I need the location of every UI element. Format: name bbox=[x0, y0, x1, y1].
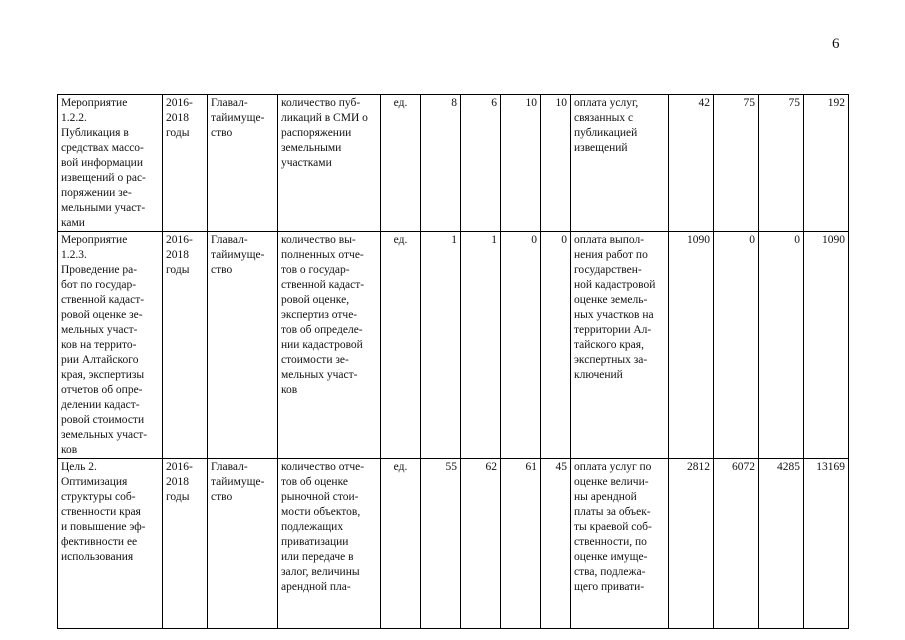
value-cell: 0 bbox=[501, 232, 541, 459]
amount-cell: 0 bbox=[714, 232, 759, 459]
amount-cell: 0 bbox=[759, 232, 804, 459]
amount-cell: 75 bbox=[714, 95, 759, 232]
executor-cell: Главал- тайимуще- ство bbox=[208, 232, 278, 459]
value-cell: 62 bbox=[461, 459, 501, 629]
indicator-cell: количество пуб- ликаций в СМИ о распоряжении земельными участками bbox=[278, 95, 381, 232]
unit-cell: ед. bbox=[381, 232, 421, 459]
executor-cell: Главал- тайимуще- ство bbox=[208, 459, 278, 629]
amount-cell: 42 bbox=[669, 95, 714, 232]
period-cell: 2016- 2018 годы bbox=[163, 232, 208, 459]
event-cell: Мероприятие 1.2.3. Проведение ра- бот по государ- ственной кадаст- ровой оценке зе- мельных участ- ков на террито- рии Алтайского края, экспертизы отчетов об опре- делении кадаст- ровой стоимости земельных участ- ков bbox=[58, 232, 163, 459]
event-cell: Цель 2. Оптимизация структуры соб- ственности края и повышение эф- фективности ее использования bbox=[58, 459, 163, 629]
value-cell: 10 bbox=[501, 95, 541, 232]
expense-cell: оплата выпол- нения работ по государствен- ной кадастровой оценке земель- ных участков на территории Ал- тайского края, экспертных за- ключений bbox=[571, 232, 669, 459]
page-number: 6 bbox=[832, 36, 840, 52]
indicator-cell: количество отче- тов об оценке рыночной стои- мости объектов, подлежащих приватизации или передаче в залог, величины арендной пла- bbox=[278, 459, 381, 629]
amount-cell: 13169 bbox=[804, 459, 849, 629]
amount-cell: 1090 bbox=[669, 232, 714, 459]
program-table bbox=[57, 94, 849, 629]
value-cell: 0 bbox=[541, 232, 571, 459]
value-cell: 10 bbox=[541, 95, 571, 232]
value-cell: 1 bbox=[421, 232, 461, 459]
value-cell: 61 bbox=[501, 459, 541, 629]
amount-cell: 75 bbox=[759, 95, 804, 232]
period-cell: 2016- 2018 годы bbox=[163, 459, 208, 629]
value-cell: 1 bbox=[461, 232, 501, 459]
value-cell: 8 bbox=[421, 95, 461, 232]
amount-cell: 6072 bbox=[714, 459, 759, 629]
indicator-cell: количество вы- полненных отче- тов о государ- ственной кадаст- ровой оценке, экспертиз отче- тов об определе- нии кадастровой стоимости зе- мельных участ- ков bbox=[278, 232, 381, 459]
table-row bbox=[58, 232, 849, 459]
executor-cell: Главал- тайимуще- ство bbox=[208, 95, 278, 232]
value-cell: 45 bbox=[541, 459, 571, 629]
expense-cell: оплата услуг по оценке величи- ны арендной платы за объек- ты краевой соб- ственности, по оценке имуще- ства, подлежа- щего привати- bbox=[571, 459, 669, 629]
amount-cell: 192 bbox=[804, 95, 849, 232]
amount-cell: 1090 bbox=[804, 232, 849, 459]
unit-cell: ед. bbox=[381, 95, 421, 232]
unit-cell: ед. bbox=[381, 459, 421, 629]
value-cell: 55 bbox=[421, 459, 461, 629]
expense-cell: оплата услуг, связанных с публикацией извещений bbox=[571, 95, 669, 232]
value-cell: 6 bbox=[461, 95, 501, 232]
table-row bbox=[58, 459, 849, 629]
event-cell: Мероприятие 1.2.2. Публикация в средствах массо- вой информации извещений о рас- поряжении зе- мельными участ- ками bbox=[58, 95, 163, 232]
amount-cell: 4285 bbox=[759, 459, 804, 629]
table-row bbox=[58, 95, 849, 232]
period-cell: 2016- 2018 годы bbox=[163, 95, 208, 232]
amount-cell: 2812 bbox=[669, 459, 714, 629]
